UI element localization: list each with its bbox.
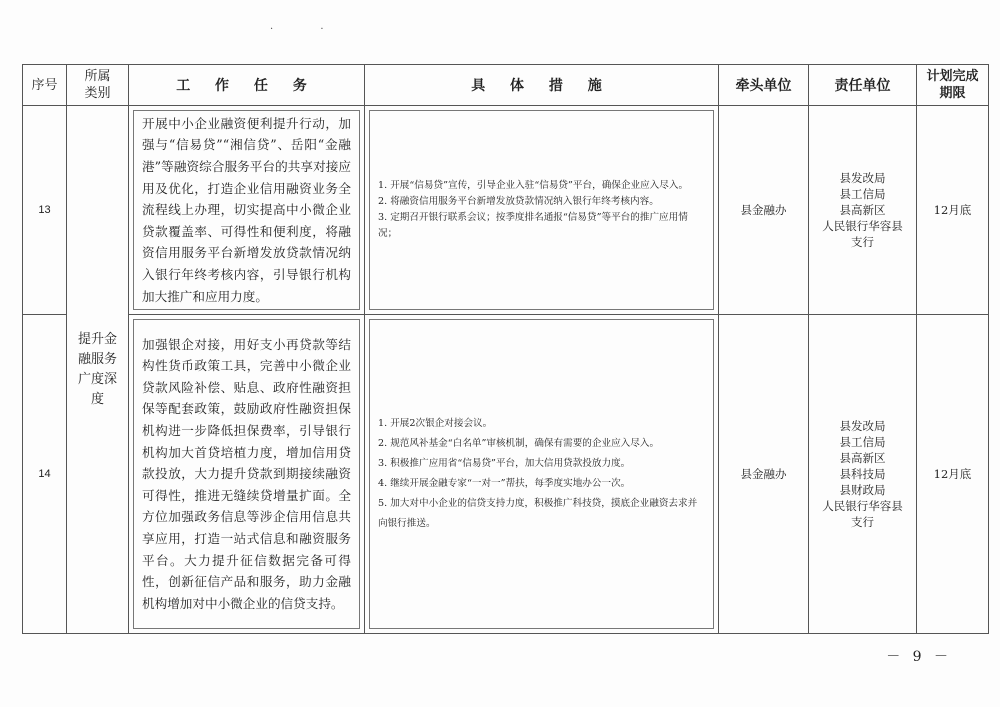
measure-item: 3. 定期召开银行联系会议；按季度排名通报“信易贷”等平台的推广应用情况； (378, 212, 688, 239)
row-lead-unit: 县金融办 (719, 315, 809, 634)
row-task: 开展中小企业融资便利提升行动，加强与“信易贷”“湘信贷”、岳阳“金融港”等融资综合服务平台的共享对接应用及优化，打造企业信用融资业务全流程线上办理，切实提高中小微企业贷款覆盖率、可得性和便利度，将融资信用服务平台新增发放贷款情况纳入银行年终考核内容，引导银行机构加大推广和应用力度。 (142, 115, 351, 304)
row-deadline: 12月底 (917, 106, 989, 315)
row-resp-unit (809, 315, 917, 634)
header-deadline (917, 65, 989, 106)
resp-item: 县高新区 (839, 451, 886, 465)
resp-item: 县工信局 (839, 435, 886, 449)
work-task-table (22, 64, 989, 634)
table-row (23, 315, 989, 634)
resp-item: 县高新区 (839, 203, 886, 217)
resp-item: 县发改局 (839, 419, 886, 433)
resp-item: 县工信局 (839, 187, 886, 201)
resp-item: 支行 (851, 515, 874, 529)
measure-item: 4. 继续开展金融专家“一对一”帮扶，每季度实地办公一次。 (378, 478, 631, 489)
row-measures-cell (365, 315, 719, 634)
row-task-cell (129, 315, 365, 634)
row-deadline: 12月底 (917, 315, 989, 634)
measure-item: 5. 加大对中小企业的信贷支持力度，积极推广科技贷，摸底企业融资去求并向银行推送。 (378, 498, 698, 529)
header-seq: 序号 (23, 65, 67, 106)
scan-dots: · · (270, 24, 346, 35)
header-task: 工 作 任 务 (129, 65, 365, 106)
table-row (23, 106, 989, 315)
row-category (67, 106, 129, 634)
row-seq: 13 (23, 106, 67, 315)
resp-item: 人民银行华容县 (822, 499, 903, 513)
row-lead-unit: 县金融办 (719, 106, 809, 315)
resp-item: 支行 (851, 235, 874, 249)
header-deadline-text: 计划完成期限 (926, 69, 979, 101)
resp-item: 人民银行华容县 (822, 219, 903, 233)
category-text: 提升金融服务广度深度 (77, 331, 117, 407)
row-measures (378, 178, 705, 242)
header-resp-unit: 责任单位 (809, 65, 917, 106)
row-seq: 14 (23, 315, 67, 634)
header-measures: 具 体 措 施 (365, 65, 719, 106)
row-measures-cell (365, 106, 719, 315)
resp-item: 县财政局 (839, 483, 886, 497)
measure-item: 1. 开展2次银企对接会议。 (378, 418, 493, 429)
row-measures (378, 414, 705, 534)
row-task-cell (129, 106, 365, 315)
measure-item: 2. 规范风补基金“白名单”审核机制，确保有需要的企业应入尽入。 (378, 438, 660, 449)
header-lead-unit: 牵头单位 (719, 65, 809, 106)
page-number: － 9 － (886, 649, 952, 665)
row-task: 加强银企对接，用好支小再贷款等结构性货币政策工具，完善中小微企业贷款风险补偿、贴息、政府性融资担保等配套政策，鼓励政府性融资担保机构进一步降低担保费率，引导银行机构加大首贷培植力度，增加信用贷款投放，大力提升贷款到期接续融资可得性，推进无缝续贷增量扩面。全方位加强政务信息等涉企信用信息共享应用，打造一站式信息和融资服务平台。大力提升征信数据完备可得性，创新征信产品和服务，助力金融机构增加对中小微企业的信贷支持。 (142, 336, 351, 611)
header-category (67, 65, 129, 106)
measure-item: 2. 将融资信用服务平台新增发放贷款情况纳入银行年终考核内容。 (378, 196, 659, 207)
resp-item: 县发改局 (839, 171, 886, 185)
resp-item: 县科技局 (839, 467, 886, 481)
table-header-row (23, 65, 989, 106)
header-category-text: 所属类别 (84, 69, 111, 101)
measure-item: 3. 积极推广应用省“信易贷”平台，加大信用贷款投放力度。 (378, 458, 631, 469)
measure-item: 1. 开展“信易贷”宣传，引导企业入驻“信易贷”平台，确保企业应入尽入。 (378, 180, 689, 191)
row-resp-unit (809, 106, 917, 315)
